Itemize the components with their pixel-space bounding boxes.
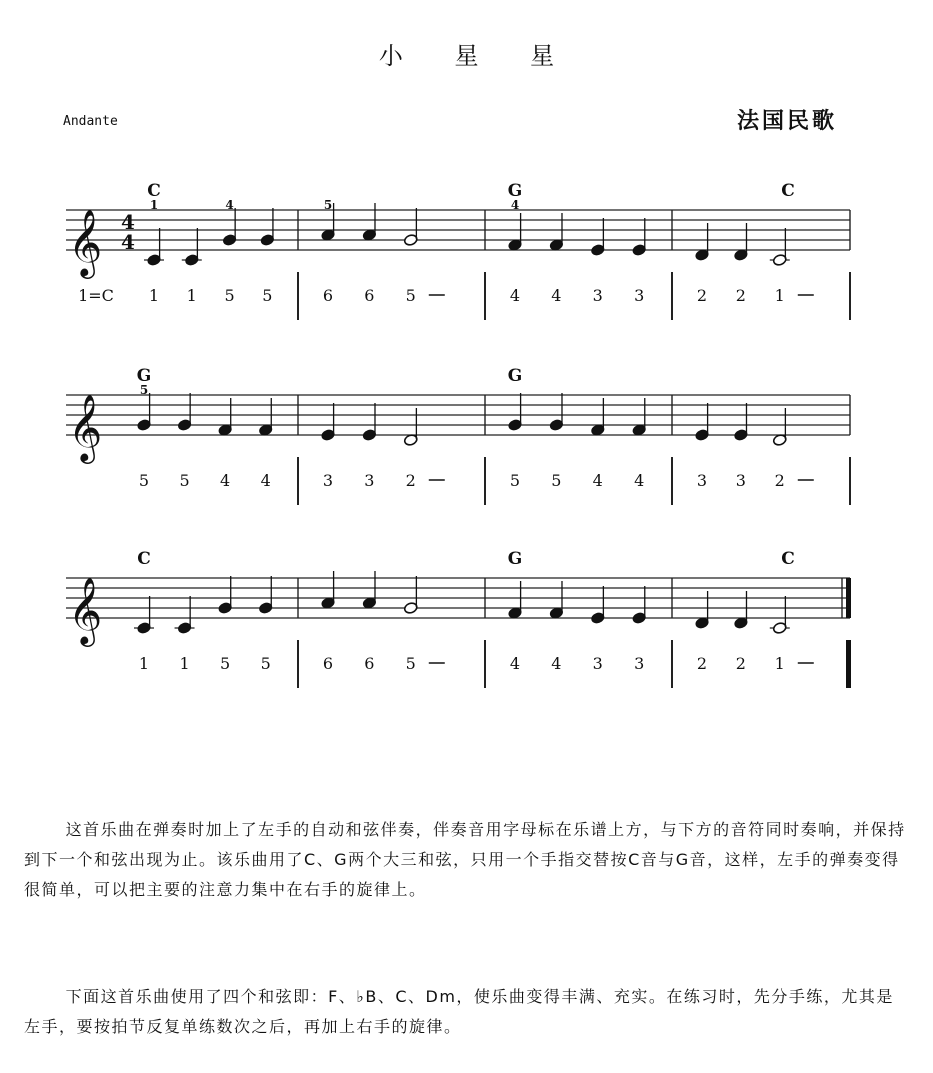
jianpu-note: 4 bbox=[220, 471, 231, 490]
jianpu-note: 1 bbox=[148, 286, 160, 305]
composer-credit: 法国民歌 bbox=[737, 108, 838, 134]
jianpu-note: 3 bbox=[634, 654, 645, 673]
chord-symbol: C bbox=[137, 549, 151, 569]
jianpu-note: 6 bbox=[322, 286, 334, 305]
jianpu-note: 3 bbox=[364, 471, 375, 490]
jianpu-note: 6 bbox=[364, 654, 375, 673]
fingering-number: 1 bbox=[149, 198, 159, 212]
jianpu-note: 1 bbox=[774, 654, 785, 673]
jianpu-note: 4 bbox=[551, 286, 562, 305]
fingering-number: 4 bbox=[225, 198, 234, 212]
jianpu-note: 2 bbox=[735, 286, 746, 305]
jianpu-note: 5 bbox=[405, 654, 416, 673]
time-signature-top: 4 bbox=[121, 210, 135, 234]
treble-clef-icon: 𝄞 bbox=[68, 576, 103, 644]
jianpu-note: 2 bbox=[735, 654, 746, 673]
jianpu-note: 5 bbox=[405, 286, 416, 305]
tempo-marking: Andante bbox=[63, 114, 118, 129]
jianpu-note: 5 bbox=[260, 654, 271, 673]
chord-symbol: G bbox=[136, 366, 152, 386]
staff-system-1 bbox=[66, 203, 850, 320]
jianpu-note: 3 bbox=[592, 286, 603, 305]
jianpu-note: 1 bbox=[186, 286, 197, 305]
jianpu-note: 1 bbox=[179, 654, 190, 673]
treble-clef-icon: 𝄞 bbox=[68, 393, 103, 461]
jianpu-note: 3 bbox=[696, 471, 708, 490]
time-signature-bottom: 4 bbox=[121, 230, 135, 254]
jianpu-note: 2 bbox=[774, 471, 785, 490]
jianpu-note: 5 bbox=[262, 286, 273, 305]
jianpu-note: 4 bbox=[509, 654, 521, 673]
final-bar-thick bbox=[846, 578, 851, 618]
jianpu-note: 5 bbox=[509, 471, 521, 490]
page-title: 小 星 星 bbox=[378, 42, 577, 70]
jianpu-note: 6 bbox=[364, 286, 375, 305]
jianpu-note: 5 bbox=[179, 471, 190, 490]
jianpu-note: 4 bbox=[509, 286, 521, 305]
jianpu-note: 6 bbox=[322, 654, 334, 673]
jianpu-note: 3 bbox=[592, 654, 603, 673]
jianpu-note: 3 bbox=[322, 471, 334, 490]
chord-symbol: C bbox=[781, 549, 795, 569]
jianpu-final-bar bbox=[846, 640, 851, 688]
jianpu-note: 4 bbox=[592, 471, 603, 490]
chord-symbol: C bbox=[147, 181, 161, 201]
chord-symbol: C bbox=[781, 181, 795, 201]
fingering-number: 5 bbox=[139, 383, 149, 397]
jianpu-note: 2 bbox=[405, 471, 416, 490]
jianpu-note: 5 bbox=[138, 471, 150, 490]
jianpu-note: 3 bbox=[634, 286, 645, 305]
jianpu-note: 5 bbox=[224, 286, 235, 305]
jianpu-note: 1 bbox=[138, 654, 150, 673]
chord-symbol: G bbox=[507, 366, 523, 386]
fingering-number: 5 bbox=[323, 198, 333, 212]
jianpu-note: 4 bbox=[551, 654, 562, 673]
chord-symbol: G bbox=[507, 549, 523, 569]
fingering-number: 4 bbox=[510, 198, 520, 212]
jianpu-note: 5 bbox=[220, 654, 231, 673]
treble-clef-icon: 𝄞 bbox=[68, 208, 103, 276]
jianpu-note: 2 bbox=[696, 286, 708, 305]
jianpu-note: 4 bbox=[634, 471, 645, 490]
jianpu-note: 2 bbox=[696, 654, 708, 673]
jianpu-note: 3 bbox=[735, 471, 746, 490]
chord-symbol: G bbox=[507, 181, 523, 201]
jianpu-note: 5 bbox=[551, 471, 562, 490]
jianpu-note: 4 bbox=[260, 471, 271, 490]
jianpu-note: 1 bbox=[774, 286, 785, 305]
key-signature-label: 1=C bbox=[78, 286, 114, 305]
explanation-paragraph-1: 这首乐曲在弹奏时加上了左手的自动和弦伴奏，伴奏音用字母标在乐谱上方，与下方的音符同时奏响，并保持到下一个和弦出现为止。该乐曲用了C、G两个大三和弦，只用一个手指交替按C音与G音，这样，左手的弹奏变得很简单，可以把主要的注意力集中在右手的旋律上。 bbox=[24, 820, 906, 899]
explanation-paragraph-2: 下面这首乐曲使用了四个和弦即：F、♭B、C、Dm，使乐曲变得丰满、充实。在练习时，先分手练，尤其是左手，要按拍节反复单练数次之后，再加上右手的旋律。 bbox=[24, 987, 894, 1036]
